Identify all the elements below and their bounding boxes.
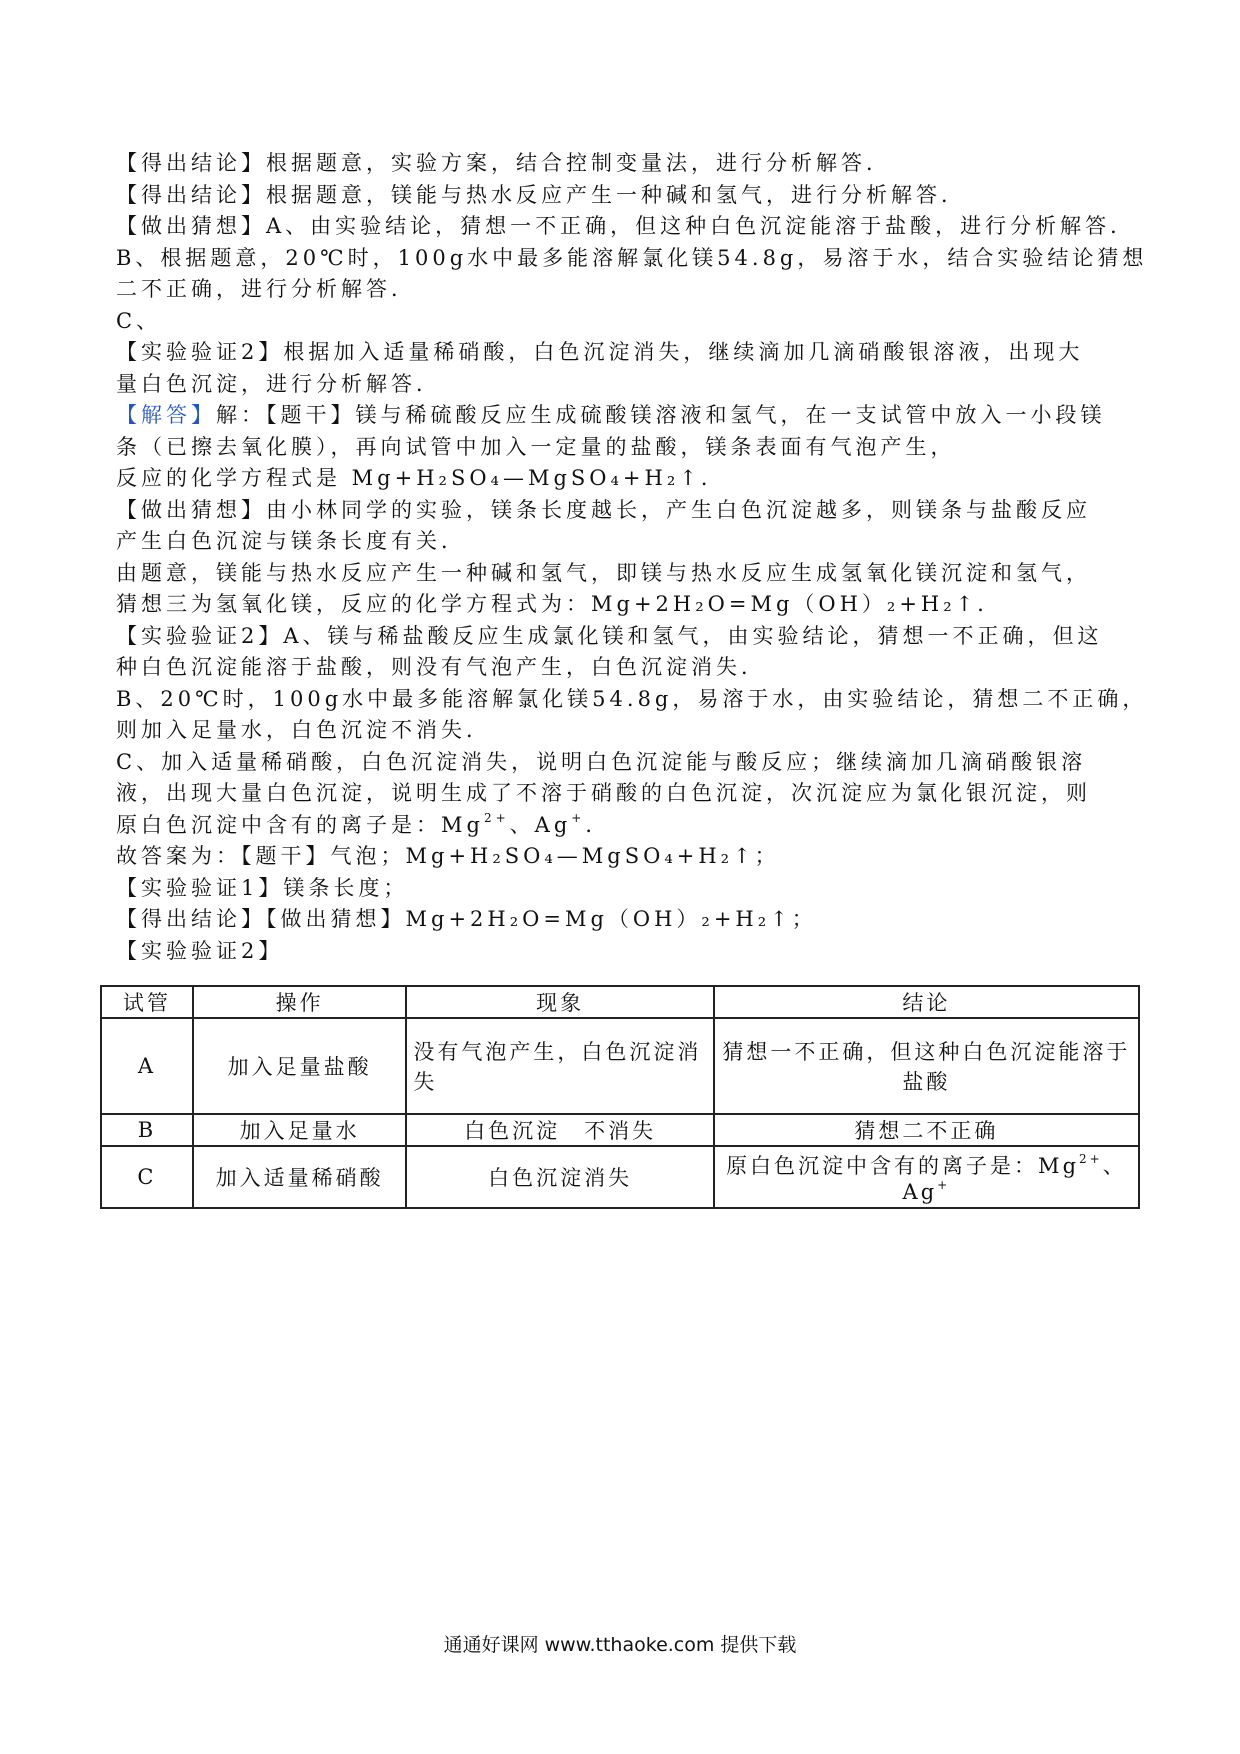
ion-conclusion-line — [116, 810, 1126, 842]
header-tube: 试管 — [101, 986, 193, 1018]
analysis-line-8: 量白色沉淀，进行分析解答． — [116, 371, 441, 396]
ion-line-prefix: 原白色沉淀中含有的离子是：Mg — [116, 812, 484, 837]
table-row — [101, 1018, 1139, 1114]
final-answer-line-3: 【得出结论】【做出猜想】Mg+2H₂O=Mg（OH）₂+H₂↑； — [116, 907, 817, 931]
ion-line-end: ． — [585, 812, 611, 837]
table-header-row — [101, 986, 1139, 1018]
cell-conclusion: 猜想一不正确，但这种白色沉淀能溶于盐酸 — [714, 1018, 1139, 1114]
ion-line-sep: 、Ag — [509, 812, 572, 837]
final-answer-line-2: 【实验验证1】镁条长度； — [116, 875, 409, 900]
analysis-line-5: 二不正确，进行分析解答． — [116, 277, 416, 301]
cell-operation: 加入足量水 — [193, 1114, 407, 1146]
answer-line-12: 液，出现大量白色沉淀，说明生成了不溶于硝酸的白色沉淀，次沉淀应为氯化银沉淀，则 — [116, 781, 1091, 805]
analysis-line-4: B、根据题意，20℃时，100g水中最多能溶解氯化镁54.8g，易溶于水，结合实验结论猜想 — [116, 245, 1148, 270]
final-answer-line-1: 故答案为：【题干】气泡；Mg+H₂SO₄—MgSO₄+H₂↑； — [116, 844, 780, 868]
answer-table — [100, 985, 1140, 1209]
header-phenomenon: 现象 — [406, 986, 713, 1018]
answer-line-1: 条（已擦去氧化膜），再向试管中加入一定量的盐酸，镁条表面有气泡产生， — [116, 434, 956, 459]
ag-charge: + — [571, 810, 586, 825]
cell-tube: C — [101, 1146, 193, 1208]
table-row — [101, 1114, 1139, 1146]
mg-charge: 2+ — [483, 810, 510, 825]
cell-tube: A — [101, 1018, 193, 1114]
answer-line-8: 种白色沉淀能溶于盐酸，则没有气泡产生，白色沉淀消失． — [116, 655, 766, 679]
page-footer: 通通好课网 www.tthaoke.com 提供下载 — [443, 1634, 797, 1656]
answer-first-line — [116, 400, 1126, 432]
analysis-line-7: 【实验验证2】根据加入适量稀硝酸，白色沉淀消失，继续滴加几滴硝酸银溶液，出现大 — [116, 340, 1084, 364]
document-body — [116, 148, 1148, 967]
answer-line-6: 猜想三为氢氧化镁，反应的化学方程式为：Mg+2H₂O=Mg（OH）₂+H₂↑． — [116, 592, 1003, 616]
answer-line-11: C、加入适量稀硝酸，白色沉淀消失，说明白色沉淀能与酸反应；继续滴加几滴硝酸银溶 — [116, 749, 1087, 774]
cell-tube: B — [101, 1114, 193, 1146]
analysis-line-6: C、 — [116, 308, 162, 333]
cell-phenomenon: 白色沉淀消失 — [406, 1146, 713, 1208]
cell-operation: 加入适量稀硝酸 — [193, 1146, 407, 1208]
cell-conclusion-sep: 、Ag — [902, 1154, 1127, 1204]
answer-line-3: 【做出猜想】由小林同学的实验，镁条长度越长，产生白色沉淀越多，则镁条与盐酸反应 — [116, 497, 1091, 522]
cell-conclusion: 猜想二不正确 — [714, 1114, 1139, 1146]
answer-first-line-text: 解：【题干】镁与稀硫酸反应生成硫酸镁溶液和氢气，在一支试管中放入一小段镁 — [216, 403, 1106, 427]
analysis-line-2: 【得出结论】根据题意，镁能与热水反应产生一种碱和氢气，进行分析解答． — [116, 182, 966, 207]
cell-phenomenon: 没有气泡产生，白色沉淀消失 — [406, 1018, 713, 1114]
answer-line-4: 产生白色沉淀与镁条长度有关． — [116, 529, 466, 553]
table-row — [101, 1146, 1139, 1208]
answer-line-10: 则加入足量水，白色沉淀不消失． — [116, 718, 491, 742]
header-conclusion: 结论 — [714, 986, 1139, 1018]
ag-charge: + — [937, 1178, 951, 1192]
header-operation: 操作 — [193, 986, 407, 1018]
analysis-line-1: 【得出结论】根据题意，实验方案，结合控制变量法，进行分析解答． — [116, 151, 891, 175]
cell-conclusion-prefix: 原白色沉淀中含有的离子是：Mg — [726, 1154, 1080, 1178]
cell-operation: 加入足量盐酸 — [193, 1018, 407, 1114]
answer-label: 【解答】 — [116, 403, 216, 427]
cell-conclusion — [714, 1146, 1139, 1208]
cell-phenomenon: 白色沉淀 不消失 — [406, 1114, 713, 1146]
answer-line-2: 反应的化学方程式是 Mg+H₂SO₄—MgSO₄+H₂↑． — [116, 466, 726, 490]
analysis-line-3: 【做出猜想】A、由实验结论，猜想一不正确，但这种白色沉淀能溶于盐酸，进行分析解答． — [116, 214, 1136, 238]
answer-line-5: 由题意，镁能与热水反应产生一种碱和氢气，即镁与热水反应生成氢氧化镁沉淀和氢气， — [116, 560, 1091, 585]
final-answer-line-4: 【实验验证2】 — [116, 938, 284, 963]
answer-line-7: 【实验验证2】A、镁与稀盐酸反应生成氯化镁和氢气，由实验结论，猜想一不正确，但这 — [116, 623, 1103, 648]
mg-charge: 2+ — [1079, 1152, 1103, 1166]
answer-line-9: B、20℃时，100g水中最多能溶解氯化镁54.8g，易溶于水，由实验结论，猜想二不正确， — [116, 686, 1148, 711]
